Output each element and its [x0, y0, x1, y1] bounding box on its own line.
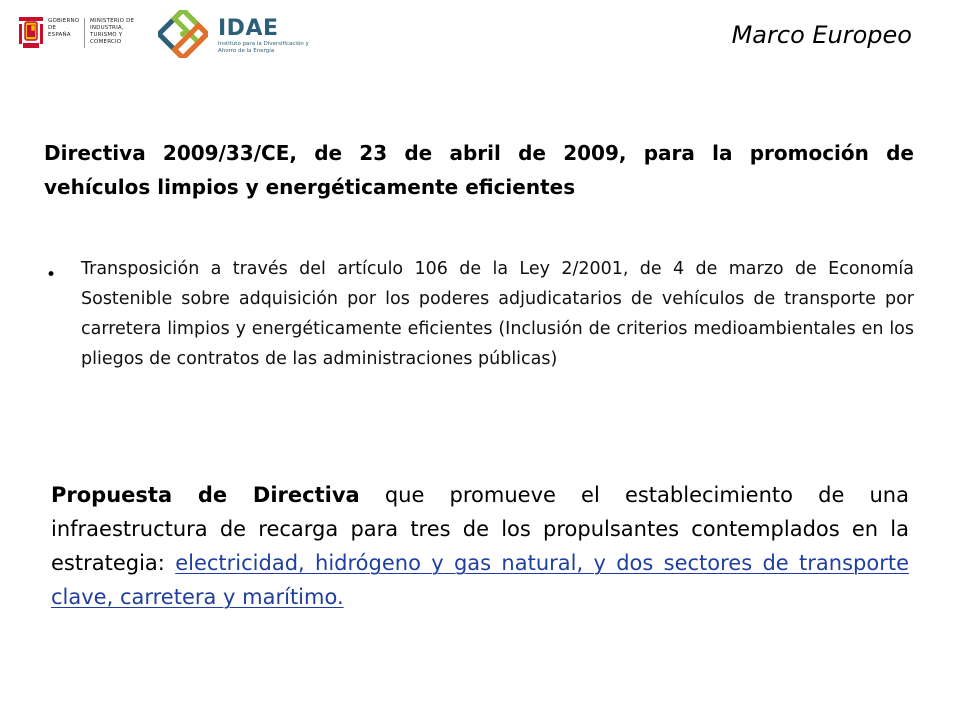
proposal-text: que promueve el establecimiento de una infraestructura de recarga para tres de los propulsantes contemplados en la estrategia: — [51, 483, 909, 575]
coat-of-arms-icon — [18, 16, 44, 50]
idae-emblem-icon — [158, 10, 208, 58]
directive-heading: Directiva 2009/33/CE, de 23 de abril de 2009, para la promoción de vehículos limpios y energéticamente eficientes — [44, 141, 914, 199]
proposal-link[interactable]: electricidad, hidrógeno y gas natural, y dos sectores de transporte clave, carretera y marítimo. — [51, 551, 909, 609]
idae-name: IDAE — [218, 16, 279, 41]
logo-divider — [84, 18, 85, 48]
proposal-paragraph — [51, 478, 909, 614]
bullet-icon: • — [46, 265, 57, 285]
idae-subtitle: Instituto para la Diversificación y Ahorro de la Energía — [218, 41, 309, 54]
proposal-bold: Propuesta de Directiva — [51, 483, 360, 507]
idae-logo — [158, 10, 318, 58]
government-logo — [12, 12, 148, 54]
government-label: GOBIERNO DE ESPAÑA — [48, 18, 80, 38]
ministry-label: MINISTERIO DE INDUSTRIA, TURISMO Y COMERCIO — [90, 18, 135, 45]
section-title: Marco Europeo — [731, 21, 912, 49]
bullet-text: Transposición a través del artículo 106 de la Ley 2/2001, de 4 de marzo de Economía Sostenible sobre adquisición por los poderes adjudicatarios de vehículos de transporte por carretera limpios y energéticamente eficientes (Inclusión de criterios medioambientales en los pliegos de contratos de las administraciones públicas) — [81, 259, 914, 369]
